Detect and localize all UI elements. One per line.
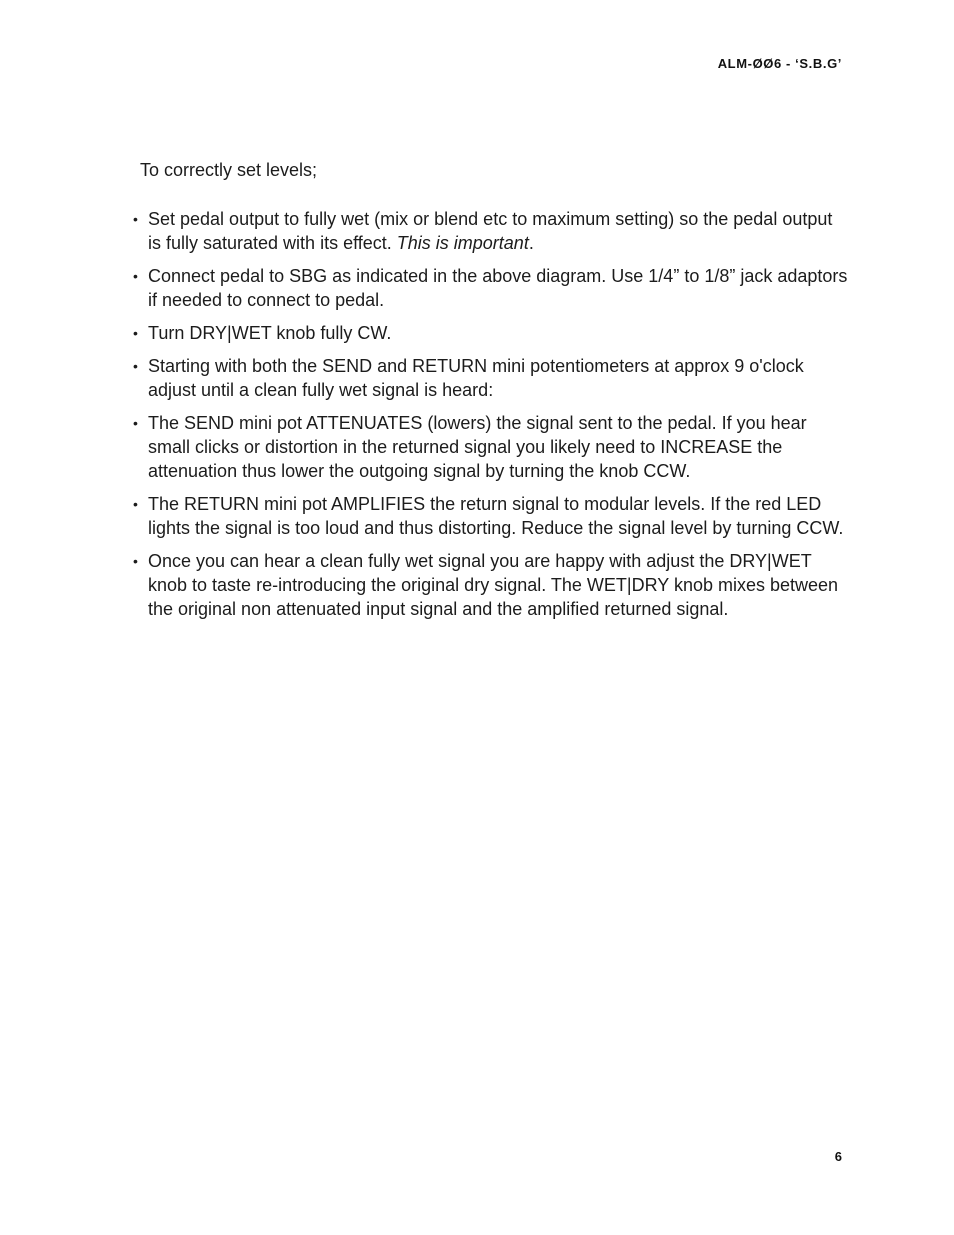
list-item bbox=[130, 411, 850, 483]
list-item-tail: . bbox=[528, 233, 534, 253]
list-item bbox=[130, 549, 850, 621]
list-item bbox=[130, 264, 850, 312]
bullet-marker: • bbox=[133, 268, 138, 284]
bullet-marker: • bbox=[133, 358, 138, 374]
list-item-text: Connect pedal to SBG as indicated in the above diagram. Use 1/4” to 1/8” jack adaptors if needed to connect to pedal. bbox=[148, 266, 848, 310]
bullet-marker: • bbox=[133, 496, 138, 512]
list-item bbox=[130, 492, 850, 540]
list-item bbox=[130, 207, 850, 255]
list-item-emphasis: This is important bbox=[396, 233, 529, 253]
bullet-marker: • bbox=[133, 325, 138, 341]
list-item-text: Starting with both the SEND and RETURN mini potentiometers at approx 9 o'clock adjust until a clean fully wet signal is heard: bbox=[148, 356, 804, 400]
document-header: ALM-ØØ6 - ‘S.B.G’ bbox=[717, 56, 842, 71]
intro-text: To correctly set levels; bbox=[140, 160, 318, 180]
list-item bbox=[130, 354, 850, 402]
list-item-text: The SEND mini pot ATTENUATES (lowers) the signal sent to the pedal. If you hear small clicks or distortion in the returned signal you likely need to INCREASE the attenuation thus lower the outgoing signal by turning the knob CCW. bbox=[148, 413, 807, 481]
page-number: 6 bbox=[834, 1149, 842, 1164]
bullet-marker: • bbox=[133, 415, 138, 431]
list-item-text: Turn DRY|WET knob fully CW. bbox=[148, 323, 392, 343]
bullet-marker: • bbox=[133, 211, 138, 227]
list-item-text: Set pedal output to fully wet (mix or blend etc to maximum setting) so the pedal output is fully saturated with its effect. bbox=[148, 209, 833, 253]
list-item bbox=[130, 321, 850, 345]
instruction-list bbox=[130, 207, 850, 630]
list-item-text: Once you can hear a clean fully wet signal you are happy with adjust the DRY|WET knob to taste re-introducing the original dry signal. The WET|DRY knob mixes between the original non attenuated input signal and the amplified returned signal. bbox=[148, 551, 839, 619]
list-item-text: The RETURN mini pot AMPLIFIES the return signal to modular levels. If the red LED lights the signal is too loud and thus distorting. Reduce the signal level by turning CCW. bbox=[148, 494, 844, 538]
bullet-marker: • bbox=[133, 553, 138, 569]
